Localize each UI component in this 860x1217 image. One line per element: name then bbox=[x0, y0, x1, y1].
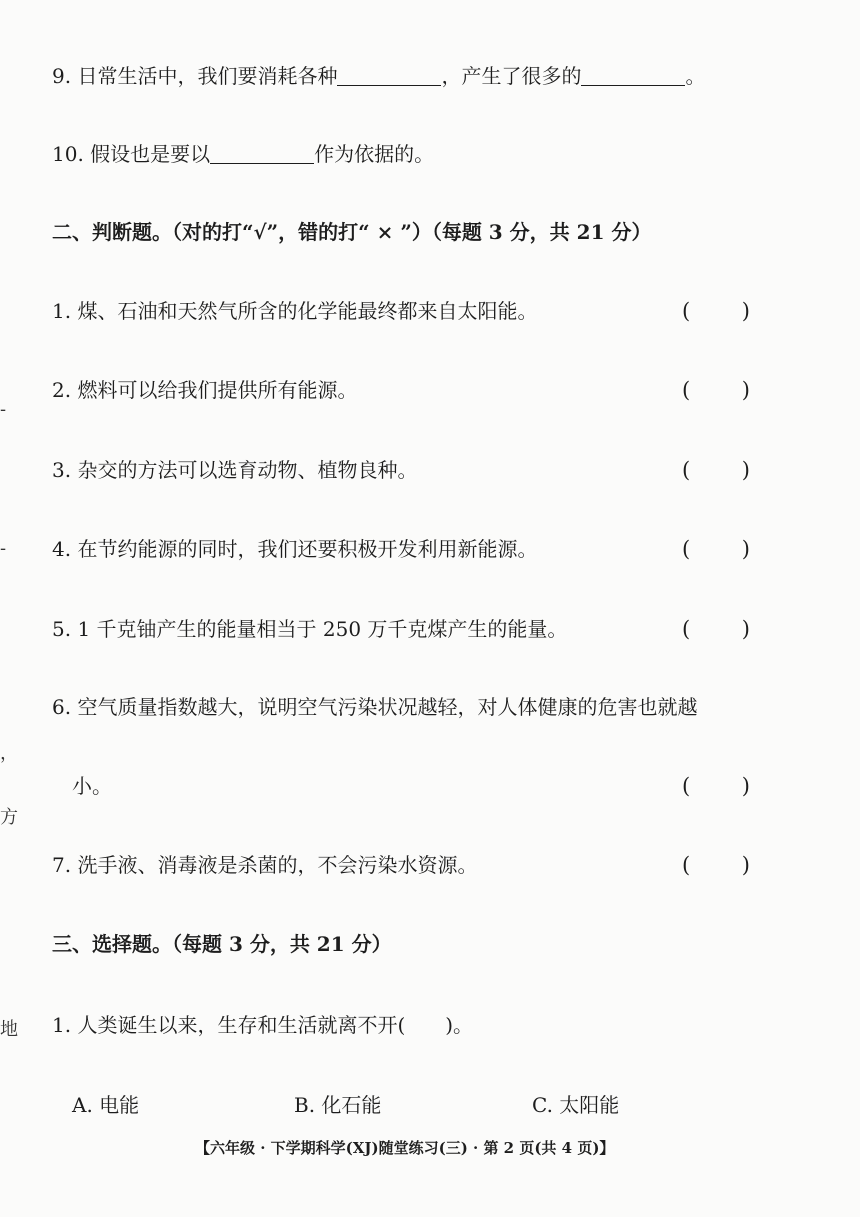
paren-close: ) bbox=[741, 537, 750, 561]
margin-mark: - bbox=[0, 538, 7, 559]
question-10 bbox=[52, 140, 434, 168]
choice-question-1: 1. 人类诞生以来，生存和生活就离不开( )。 bbox=[52, 1013, 474, 1037]
answer-parentheses[interactable] bbox=[682, 535, 750, 563]
answer-parentheses[interactable] bbox=[682, 376, 750, 404]
answer-blank[interactable] bbox=[581, 65, 685, 86]
paren-close: ) bbox=[741, 853, 750, 877]
section-2-title: 二、判断题。（对的打“√”，错的打“ × ”）（每题 3 分，共 21 分） bbox=[52, 220, 652, 244]
judgment-item-5: 5. 1 千克铀产生的能量相当于 250 万千克煤产生的能量。 bbox=[52, 617, 568, 641]
judgment-item-2: 2. 燃料可以给我们提供所有能源。 bbox=[52, 378, 358, 402]
answer-blank[interactable] bbox=[210, 143, 314, 164]
paren-open: ( bbox=[682, 299, 691, 323]
judgment-item-6-continuation: 小。 bbox=[72, 774, 112, 798]
margin-mark: - bbox=[0, 399, 7, 420]
paren-open: ( bbox=[682, 853, 691, 877]
question-9-text-a: 9. 日常生活中，我们要消耗各种 bbox=[52, 64, 338, 88]
margin-mark: 地 bbox=[0, 1019, 18, 1040]
margin-mark: 方 bbox=[0, 807, 18, 828]
paren-close: ) bbox=[741, 458, 750, 482]
margin-mark: ， bbox=[0, 743, 18, 764]
answer-parentheses[interactable] bbox=[682, 297, 750, 325]
paren-open: ( bbox=[682, 617, 691, 641]
paren-open: ( bbox=[682, 378, 691, 402]
paren-close: ) bbox=[741, 617, 750, 641]
answer-parentheses[interactable] bbox=[682, 772, 750, 800]
question-10-text-b: 作为依据的。 bbox=[314, 142, 435, 166]
paren-close: ) bbox=[741, 299, 750, 323]
option-c[interactable]: C. 太阳能 bbox=[532, 1093, 620, 1117]
answer-parentheses[interactable] bbox=[682, 615, 750, 643]
page-footer: 【六年级 · 下学期科学(XJ)随堂练习(三) · 第 2 页(共 4 页)】 bbox=[195, 1139, 615, 1157]
paren-close: ) bbox=[741, 378, 750, 402]
paren-close: ) bbox=[741, 774, 750, 798]
question-9 bbox=[52, 62, 705, 90]
paren-open: ( bbox=[682, 458, 691, 482]
option-b[interactable]: B. 化石能 bbox=[294, 1093, 382, 1117]
paren-open: ( bbox=[682, 774, 691, 798]
answer-parentheses[interactable] bbox=[682, 851, 750, 879]
question-9-text-c: 。 bbox=[685, 64, 706, 88]
judgment-item-4: 4. 在节约能源的同时，我们还要积极开发利用新能源。 bbox=[52, 537, 538, 561]
paren-open: ( bbox=[682, 537, 691, 561]
question-9-text-b: ，产生了很多的 bbox=[441, 64, 582, 88]
question-10-text-a: 10. 假设也是要以 bbox=[52, 142, 211, 166]
judgment-item-1: 1. 煤、石油和天然气所含的化学能最终都来自太阳能。 bbox=[52, 299, 538, 323]
section-3-title: 三、选择题。（每题 3 分，共 21 分） bbox=[52, 932, 392, 956]
option-a[interactable]: A. 电能 bbox=[72, 1093, 140, 1117]
answer-blank[interactable] bbox=[337, 65, 441, 86]
answer-parentheses[interactable] bbox=[682, 456, 750, 484]
judgment-item-7: 7. 洗手液、消毒液是杀菌的，不会污染水资源。 bbox=[52, 853, 478, 877]
judgment-item-6: 6. 空气质量指数越大，说明空气污染状况越轻，对人体健康的危害也就越 bbox=[52, 695, 698, 719]
judgment-item-3: 3. 杂交的方法可以选育动物、植物良种。 bbox=[52, 458, 418, 482]
